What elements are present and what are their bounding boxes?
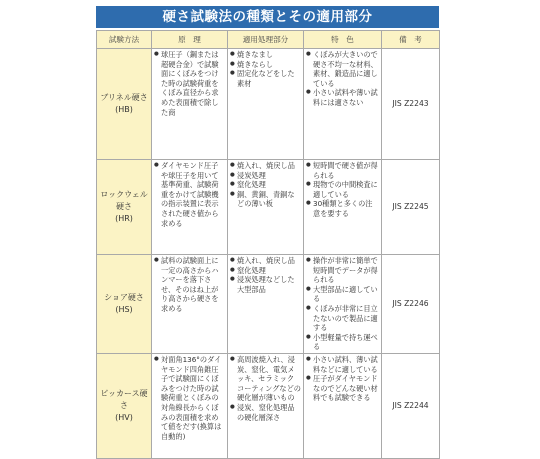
method-symbol: (HB) [115, 105, 133, 114]
list-item: ● 操作が非常に簡単で短時間でデータが得られる [306, 256, 379, 285]
table-row [97, 49, 440, 160]
method-cell [97, 353, 152, 458]
list-item: ● 試料の試験面上に一定の高さからハンマーを落下させ、そのはね上がり高さから硬さを求める [154, 256, 225, 314]
table-header-row [97, 31, 440, 49]
method-name: ビッカース硬さ [100, 388, 148, 410]
principle-cell [152, 353, 228, 458]
list-item: ● くぼみが非常に目立たないので製品に適する [306, 304, 379, 333]
list-item: ● 短時間で硬さ値が得られる [306, 161, 379, 180]
list-item: ● 30種類と多くの注意を要する [306, 199, 379, 218]
table-row [97, 255, 440, 354]
reference-cell: JIS Z2244 [382, 353, 440, 458]
header-treatment: 適用処理部分 [228, 31, 304, 49]
list-item: ● 高周波焼入れ、浸炭、窒化、電気メッキ、セラミックコーティングなどの硬化層が薄いもの [230, 355, 301, 403]
list-item: ● 大型部品に適している [306, 285, 379, 304]
list-item: ● 浸炭処理 [230, 171, 301, 181]
list-item: ● 焼入れ、焼戻し品 [230, 256, 301, 266]
list-item: ● 現物での中間検査に適している [306, 180, 379, 199]
list-item: ● 焼入れ、焼戻し品 [230, 161, 301, 171]
header-features: 特 色 [304, 31, 382, 49]
list-item: ● 小型軽量で持ち運べる [306, 333, 379, 352]
principle-cell [152, 255, 228, 354]
method-name: ロックウェル硬さ [100, 190, 148, 211]
method-name: ショア硬さ [104, 292, 144, 302]
table-row [97, 353, 440, 458]
page-title: 硬さ試験法の種類とその適用部分 [96, 6, 439, 28]
method-symbol: (HR) [115, 214, 133, 223]
list-item: ● 焼きならし [230, 60, 301, 70]
list-item: ● 固定化などをした素材 [230, 69, 301, 88]
header-principle: 原 理 [152, 31, 228, 49]
list-item: ● 窒化処理 [230, 180, 301, 190]
list-item: ● 窒化処理 [230, 266, 301, 276]
treatment-cell [228, 49, 304, 160]
list-item: ● 小さい試料、薄い試料などに適している [306, 355, 379, 374]
list-item: ● 小さい試料や薄い試料には適さない [306, 88, 379, 107]
features-cell [304, 353, 382, 458]
features-cell [304, 255, 382, 354]
list-item: ● ダイヤモンド圧子や球圧子を用いて基準荷重、試験荷重をかけて試験機の指示装置に表示された硬さ値から求める [154, 161, 225, 228]
hardness-test-table [96, 30, 440, 459]
method-name: ブリネル硬さ [100, 93, 148, 102]
list-item: ● くぼみが大きいので硬さ不均一な材料、素材、鍛造品に適している [306, 50, 379, 88]
principle-cell [152, 160, 228, 255]
treatment-cell [228, 160, 304, 255]
list-item: ● 浸炭処理などした大型部品 [230, 275, 301, 294]
reference-cell: JIS Z2245 [382, 160, 440, 255]
list-item: ● 焼きなまし [230, 50, 301, 60]
features-cell [304, 49, 382, 160]
list-item: ● 球圧子（鋼または超硬合金）で試験面にくぼみをつけた時の試験荷重をくぼみ直径から求めた表面積で除した商 [154, 50, 225, 117]
method-cell [97, 255, 152, 354]
treatment-cell [228, 353, 304, 458]
method-symbol: (HS) [115, 304, 133, 314]
table-row [97, 160, 440, 255]
features-cell [304, 160, 382, 255]
list-item: ● 銅、黄銅、青銅などの薄い板 [230, 190, 301, 209]
treatment-cell [228, 255, 304, 354]
method-cell [97, 160, 152, 255]
reference-cell: JIS Z2243 [382, 49, 440, 160]
header-reference: 備 考 [382, 31, 440, 49]
list-item: ● 圧子がダイヤモンドなのでどんな硬い材料でも試験できる [306, 374, 379, 403]
reference-cell: JIS Z2246 [382, 255, 440, 354]
header-method: 試験方法 [97, 31, 152, 49]
method-symbol: (HV) [115, 412, 133, 422]
list-item: ● 対面角136°のダイヤモンド四角錐圧子で試験面にくぼみをつけた時の試験荷重とくぼみの対角線長からくぼみの表面積を求めて値をだす(換算は自動的) [154, 355, 225, 441]
principle-cell [152, 49, 228, 160]
list-item: ● 浸炭、窒化処理品の硬化層深さ [230, 403, 301, 422]
method-cell [97, 49, 152, 160]
